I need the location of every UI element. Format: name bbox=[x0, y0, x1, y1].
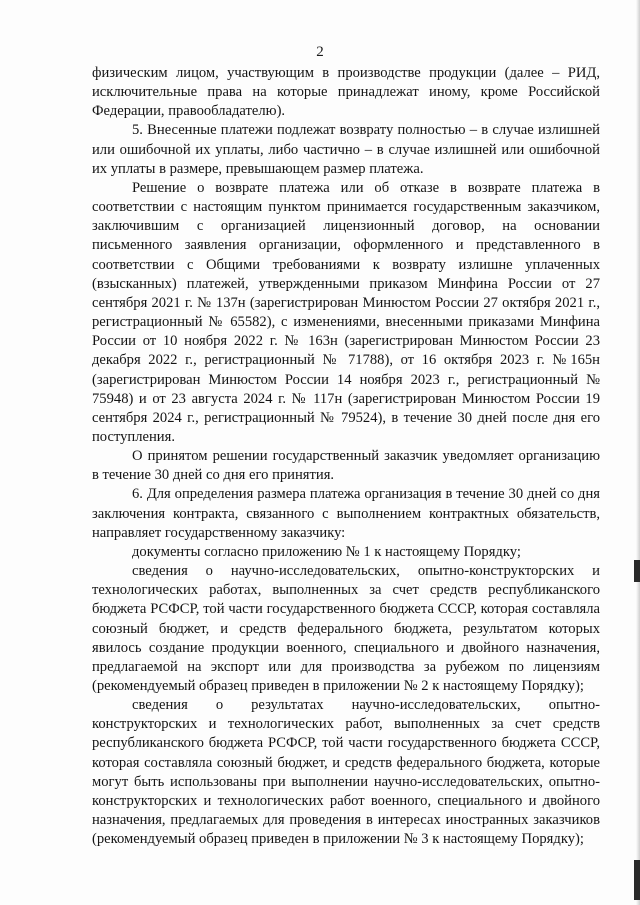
paragraph-notification: О принятом решении государственный заказчик уведомляет организацию в течение 30 дней со дня его принятия. bbox=[92, 448, 600, 484]
paragraph-refund-decision: Решение о возврате платежа или об отказе в возврате платежа в соответствии с настоящим пунктом принимается государственным заказчиком, заключившим с организацией лицензионный договор, на основании письменного заявления организации, оформленного и представленного в соответствии с Общими требованиями к возврату излишне уплаченных (взысканных) платежей, утвержденными приказом Минфина России от 27 сентября 2021 г. № 137н (зарегистрирован Минюстом России 27 октября 2021 г., регистрационный № 65582), с изменениями, внесенными приказами Минфина России от 10 ноября 2022 г. № 163н (зарегистрирован Минюстом России 23 декабря 2022 г., регистрационный № 71788), от 16 октября 2023 г. №165н (зарегистрирован Минюстом России 14 ноября 2023 г., регистрационный № 75948) и от 23 августа 2024 г. № 117н (зарегистрирован Минюстом России 19 сентября 2024 г., регистрационный № 79524), в течение 30 дней после дня его поступления. bbox=[92, 179, 600, 445]
paragraph-item-5: 5. Внесенные платежи подлежат возврату полностью – в случае излишней или ошибочной их уплаты, либо частично – в случае излишней или ошибочной их уплаты в размере, превышающем размер платежа. bbox=[92, 122, 600, 177]
paragraph-item-6: 6. Для определения размера платежа организация в течение 30 дней со дня заключения контракта, связанного с выполнением контрактных обязательств, направляет государственному заказчику: bbox=[92, 486, 600, 541]
scan-edge-shadow bbox=[636, 0, 640, 905]
scan-edge-mark bbox=[634, 560, 640, 582]
paragraph-rnd-info: сведения о научно-исследовательских, опытно-конструкторских и технологических работах, выполненных за счет средств республиканского бюджета РСФСР, той части государственного бюджета СССР, которая составляла союзный бюджет, и средств федерального бюджета, результатом которых явилось создание продукции военного, специального и двойного назначения, предлагаемой на экспорт или для производства за рубежом по лицензиям (рекомендуемый образец приведен в приложении № 2 к настоящему Порядку); bbox=[92, 563, 600, 694]
paragraph-continuation: физическим лицом, участвующим в производстве продукции (далее – РИД, исключительные права на которые принадлежат иному, кроме Российской Федерации, правообладателю). bbox=[92, 65, 600, 120]
paragraph-documents: документы согласно приложению № 1 к настоящему Порядку; bbox=[132, 543, 521, 560]
document-body bbox=[92, 64, 600, 849]
scan-edge-mark bbox=[634, 860, 640, 900]
page-number: 2 bbox=[316, 44, 324, 60]
paragraph-rnd-results: сведения о результатах научно-исследовательских, опытно-конструкторских и технологических работ, выполненных за счет средств республиканского бюджета РСФСР, той части государственного бюджета СССР, которая составляла союзный бюджет, и средств федерального бюджета, которые могут быть использованы при выполнении научно-исследовательских, опытно-конструкторских и технологических работ военного, специального и двойного назначения, предлагаемых для проведения в интересах иностранных заказчиков (рекомендуемый образец приведен в приложении № 3 к настоящему Порядку); bbox=[92, 697, 600, 848]
